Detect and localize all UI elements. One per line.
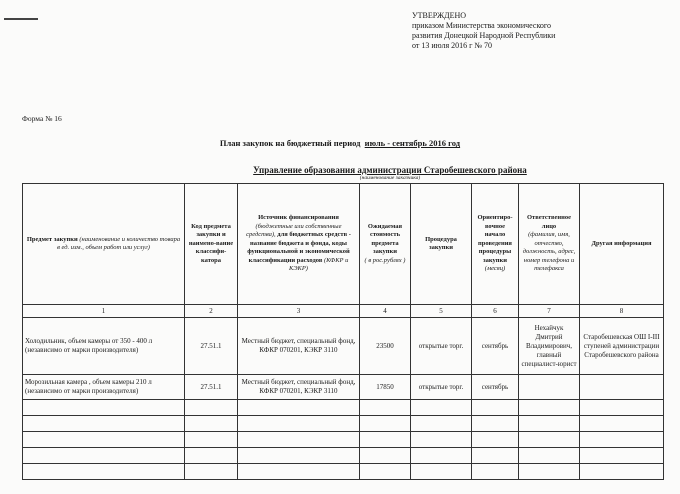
approval-line: развития Донецкой Народной Республики: [412, 31, 556, 40]
cell-code: 27.51.1: [185, 375, 238, 400]
cell-cost: 23500: [360, 318, 411, 375]
empty-row: [23, 448, 664, 464]
customer-caption: (наименование заказчика): [359, 175, 421, 181]
header-funding-source: Источник финансирования (бюджетные или собственные средства), для бюджетных средств - название бюджета и фонда, коды функциональной и экономической классификации расходов (КФКР и КЭКР): [238, 184, 360, 305]
table-row: [23, 318, 664, 375]
column-number: 6: [472, 305, 519, 318]
column-number: 5: [411, 305, 472, 318]
approval-line: приказом Министерства экономического: [412, 21, 551, 30]
cell-code: 27.51.1: [185, 318, 238, 375]
empty-row: [23, 464, 664, 480]
cell-procedure: открытые торг.: [411, 375, 472, 400]
header-row: [23, 184, 664, 305]
cell-source: Местный бюджет, специальный фонд, КФКР 070201, КЭКР 3110: [238, 318, 360, 375]
column-number: 4: [360, 305, 411, 318]
empty-row: [23, 400, 664, 416]
cell-subject: Морозильная камера , объем камеры 210 л (независимо от марки производителя): [23, 375, 185, 400]
approval-line: от 13 июля 2016 г № 70: [412, 41, 493, 50]
cell-month: сентябрь: [472, 318, 519, 375]
cell-other: Старобешевская ОШ I-III ступеней администрации Старобешевского района: [580, 318, 664, 375]
cell-other: [580, 375, 664, 400]
form-number: Форма № 16: [22, 114, 62, 123]
cell-month: сентябрь: [472, 375, 519, 400]
column-number: 8: [580, 305, 664, 318]
corner-mark: [4, 18, 38, 20]
header-code: Код предмета закупки и наимено-вание классифи-катора: [185, 184, 238, 305]
empty-row: [23, 432, 664, 448]
plan-period: июль - сентябрь 2016 год: [364, 138, 461, 148]
plan-title: [0, 138, 680, 148]
column-number: 7: [519, 305, 580, 318]
cell-person: [519, 375, 580, 400]
column-number: 3: [238, 305, 360, 318]
approval-stamp: [412, 11, 652, 51]
cell-subject: Холодильник, объем камеры от 350 - 400 л (независимо от марки производителя): [23, 318, 185, 375]
header-start-month: Ориентиро-вочное начало проведения процедуры закупки (месяц): [472, 184, 519, 305]
header-expected-cost: Ожидаемая стоимость предмета закупки ( в рос.рублях ): [360, 184, 411, 305]
header-procedure: Процедура закупки: [411, 184, 472, 305]
plan-title-prefix: План закупок на бюджетный период: [219, 138, 361, 148]
empty-row: [23, 416, 664, 432]
procurement-plan-table: [22, 183, 664, 480]
cell-person: Нехайчук Дмитрий Владимирович, главный специалист-юрист: [519, 318, 580, 375]
cell-source: Местный бюджет, специальный фонд, КФКР 070201, КЭКР 3110: [238, 375, 360, 400]
cell-cost: 17850: [360, 375, 411, 400]
table-row: [23, 375, 664, 400]
header-subject: Предмет закупки (наименование и количество товара в ед. изм., объем работ или услуг): [23, 184, 185, 305]
header-other-info: Другая информация: [580, 184, 664, 305]
column-number: 1: [23, 305, 185, 318]
title-block: [0, 138, 680, 181]
cell-procedure: открытые торг.: [411, 318, 472, 375]
customer-name: Управление образования администрации Старобешевского района: [253, 165, 527, 175]
approval-line: УТВЕРЖДЕНО: [412, 11, 467, 20]
column-number-row: [23, 305, 664, 318]
column-number: 2: [185, 305, 238, 318]
header-responsible-person: Ответственное лицо (фамилия, имя, отчество, должность, адрес, номер телефона и телефакса: [519, 184, 580, 305]
